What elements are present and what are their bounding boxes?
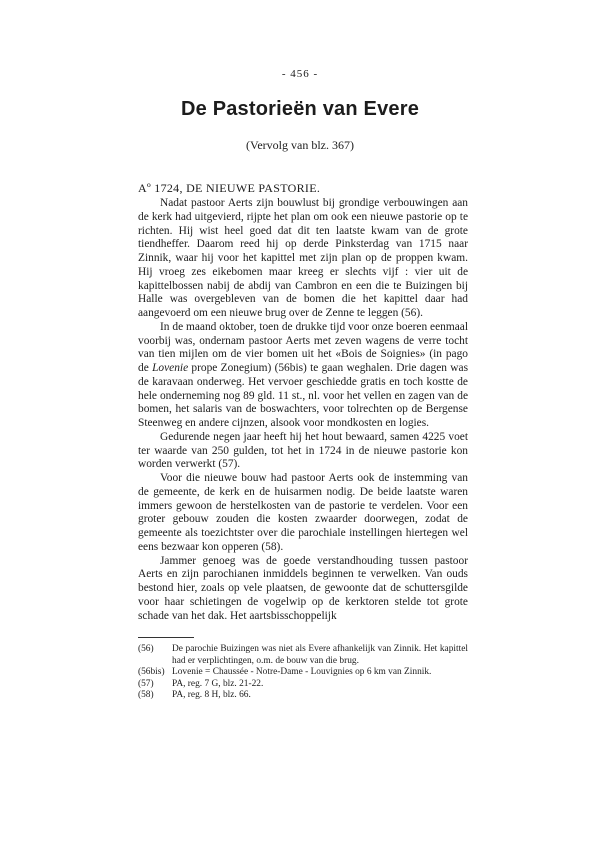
paragraph: In de maand oktober, toen de drukke tijd voor onze boeren eenmaal voorbij was, ondernam pastoor Aerts met zeven wagens de verre tocht van tien mijlen om de vier bomen uit het «Bois de Soignies» (in pago de Lovenie prope Zonegium) (56bis) te gaan weghalen. Drie dagen was de karavaan onderweg. Het vervoer geschiedde gratis en toch kostte de hele onderneming nog 89 gld. 11 st., nl. voor het vellen en zagen van de bomen, het salaris van de boswachters, voor tolrechten op de Bergense Steenweg en andere cijnzen, alsook voor mondkosten en logies.: [138, 320, 469, 429]
footnote-number: (57): [138, 678, 154, 689]
footnote: [138, 690, 468, 702]
footnote-number: (56): [138, 644, 154, 654]
page-number: - 456 -: [281, 68, 319, 80]
footnote-number: (58): [138, 690, 154, 701]
body-text: [138, 197, 468, 623]
footnote-text: De parochie Buizingen was niet als Evere afhankelijk van Zinnik. Het kapittel had er verplichtingen, o.m. de bouw van die brug.: [172, 644, 468, 666]
page-title: De Pastorieën van Evere: [180, 98, 420, 120]
footnote-text: Lovenie = Chaussée - Notre-Dame - Louvignies op 6 km van Zinnik.: [172, 667, 432, 678]
footnote-divider: [138, 637, 194, 638]
footnote: [138, 667, 468, 679]
footnote: [138, 679, 468, 691]
subtitle: (Vervolg van blz. 367): [246, 138, 354, 152]
footnote-text: PA, reg. 7 G, blz. 21-22.: [172, 678, 264, 689]
italic-term: Lovenie: [152, 362, 189, 374]
footnote-number: (56bis): [138, 667, 165, 678]
footnote: [138, 644, 468, 667]
paragraph: Nadat pastoor Aerts zijn bouwlust bij grondige verbouwingen aan de kerk had uitgevierd, rijpte het plan om ook een nieuwe pastorie op te richten. Hij wist heel goed dat dit ten laatste kwam van de grote tiendheffer. Daarom reed hij op derde Pinksterdag van 1715 naar Zinnik, waar hij voor het kapittel met zijn plan op de proppen kwam. Hij vroeg zes eikebomen maar kreeg er slechts vijf : vier uit de kapittelbossen nabij de abdij van Cambron en een die te Buizingen bij Halle was overgebleven van de bomen die het kapittel daar had aangevoerd om een nieuwe brug over de Zenne te leggen (56).: [138, 197, 468, 319]
paragraph: Jammer genoeg was de goede verstandhouding tussen pastoor Aerts en zijn parochianen inmiddels beginnen te verwelken. Van ouds bestond hier, zoals op vele plaatsen, de gewoonte dat de schuttersgilde voor haar schietingen de vogelwip op de kerktoren stelde tot grote schade van het dak. Het aartsbisschoppelijk: [138, 554, 468, 622]
section-heading: Aº 1724, DE NIEUWE PASTORIE.: [138, 181, 321, 195]
paragraph: Voor die nieuwe bouw had pastoor Aerts ook de instemming van de gemeente, de kerk en de huisarmen nodig. De beide laatste waren immers gewoon de herstelkosten van de pastorie te verdelen. Voor een groter gebouw zouden die kosten zwaarder doorwegen, zodat de gemeente als toezichtster over die parochiale instellingen hiertegen wel eens bezwaar kon opperen (58).: [138, 472, 468, 553]
footnote-text: PA, reg. 8 H, blz. 66.: [172, 690, 251, 701]
footnotes: [138, 644, 468, 702]
paragraph: Gedurende negen jaar heeft hij het hout bewaard, samen 4225 voet ter waarde van 250 gulden, tot het in 1724 in de nieuwe pastorie kon worden verwerkt (57).: [138, 430, 468, 471]
